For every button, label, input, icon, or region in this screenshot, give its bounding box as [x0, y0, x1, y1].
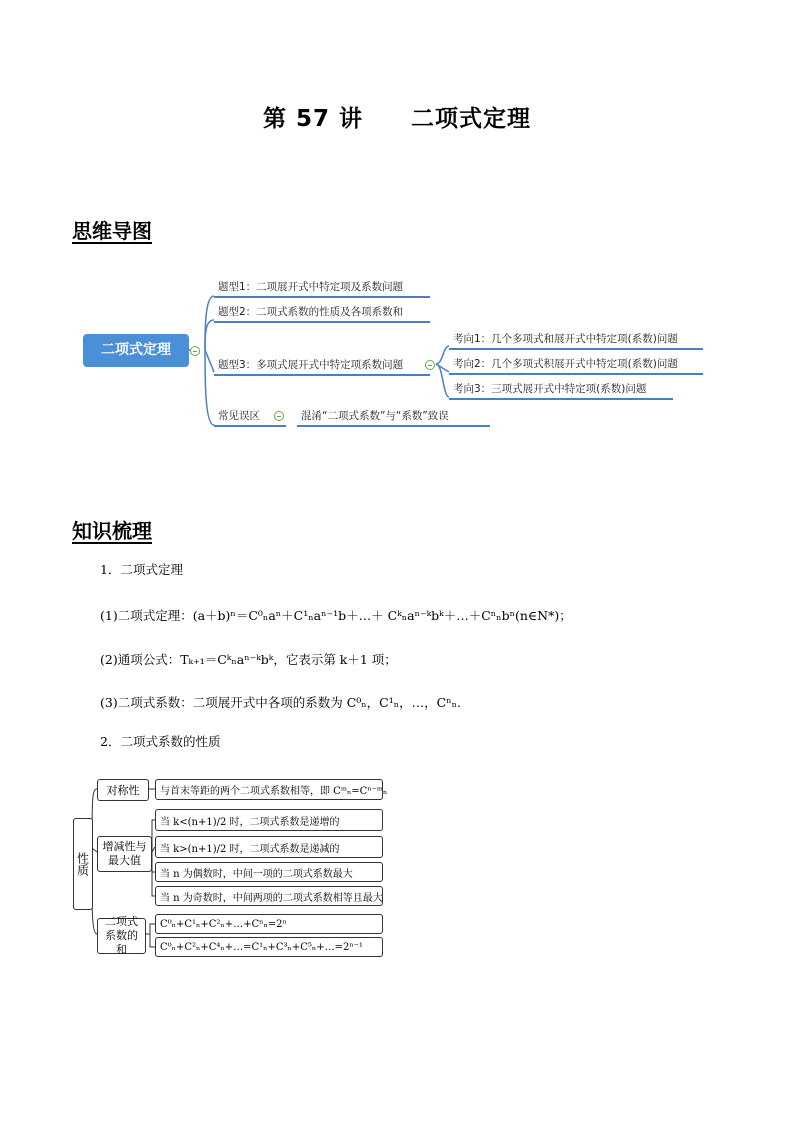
- mind-map-sub-branch: 考向2：几个多项式积展开式中特定项(系数)问题: [449, 356, 703, 375]
- section-heading-knowledge: 知识梳理: [72, 519, 152, 543]
- group-monotonic: 增减性与最大值: [97, 836, 152, 872]
- formula: (a＋b)ⁿ＝C⁰ₙaⁿ＋C¹ₙaⁿ⁻¹b＋…＋ Cᵏₙaⁿ⁻ᵏbᵏ＋…＋Cⁿₙbⁿ(n∈N*)；: [192, 608, 572, 623]
- item-heading: 1．二项式定理: [100, 562, 183, 577]
- property-max-odd: 当 n 为奇数时，中间两项的二项式系数相等且最大: [155, 886, 383, 906]
- page-title: 第 57 讲 二项式定理: [262, 106, 532, 132]
- property-symmetry: 与首末等距的两个二项式系数相等，即 Cᵐₙ=Cⁿ⁻ᵐₙ: [155, 779, 383, 800]
- group-symmetry: 对称性: [97, 779, 149, 801]
- item-heading: 2．二项式系数的性质: [100, 734, 221, 749]
- mind-map-branch: 题型3：多项式展开式中特定项系数问题: [214, 357, 430, 376]
- mind-map-branch: 常见误区: [214, 408, 286, 427]
- properties-root: 性质: [73, 818, 93, 910]
- mind-map-root: 二项式定理: [83, 334, 189, 367]
- property-sum-odd-even: C⁰ₙ+C²ₙ+C⁴ₙ+…=C¹ₙ+C³ₙ+C⁵ₙ+…=2ⁿ⁻¹: [155, 937, 383, 957]
- property-sum-all: C⁰ₙ+C¹ₙ+C²ₙ+…+Cⁿₙ=2ⁿ: [155, 914, 383, 934]
- formula: Tₖ₊₁＝Cᵏₙaⁿ⁻ᵏbᵏ，它表示第 k＋1 项；: [180, 652, 397, 667]
- property-decreasing: 当 k>(n+1)/2 时，二项式系数是递减的: [155, 836, 383, 858]
- property-increasing: 当 k<(n+1)/2 时，二项式系数是递增的: [155, 809, 383, 831]
- label: (2)通项公式：: [100, 652, 181, 667]
- group-sum: 二项式系数的和: [97, 918, 146, 954]
- property-max-even: 当 n 为偶数时，中间一项的二项式系数最大: [155, 862, 383, 882]
- mind-map-misconception: 混淆“二项式系数”与“系数”致误: [297, 408, 490, 427]
- text: 二项展开式中各项的系数为 C⁰ₙ，C¹ₙ，…，Cⁿₙ.: [192, 695, 462, 710]
- mind-map-sub-branch: 考向1：几个多项式和展开式中特定项(系数)问题: [449, 331, 703, 350]
- mind-map-branch: 题型2：二项式系数的性质及各项系数和: [214, 304, 430, 323]
- section-heading-mind-map: 思维导图: [72, 219, 152, 243]
- mind-map-sub-branch: 考向3：三项式展开式中特定项(系数)问题: [449, 381, 673, 400]
- mind-map-branch: 题型1：二项展开式中特定项及系数问题: [214, 279, 430, 298]
- label: (1)二项式定理：: [100, 608, 193, 623]
- label: (3)二项式系数：: [100, 695, 193, 710]
